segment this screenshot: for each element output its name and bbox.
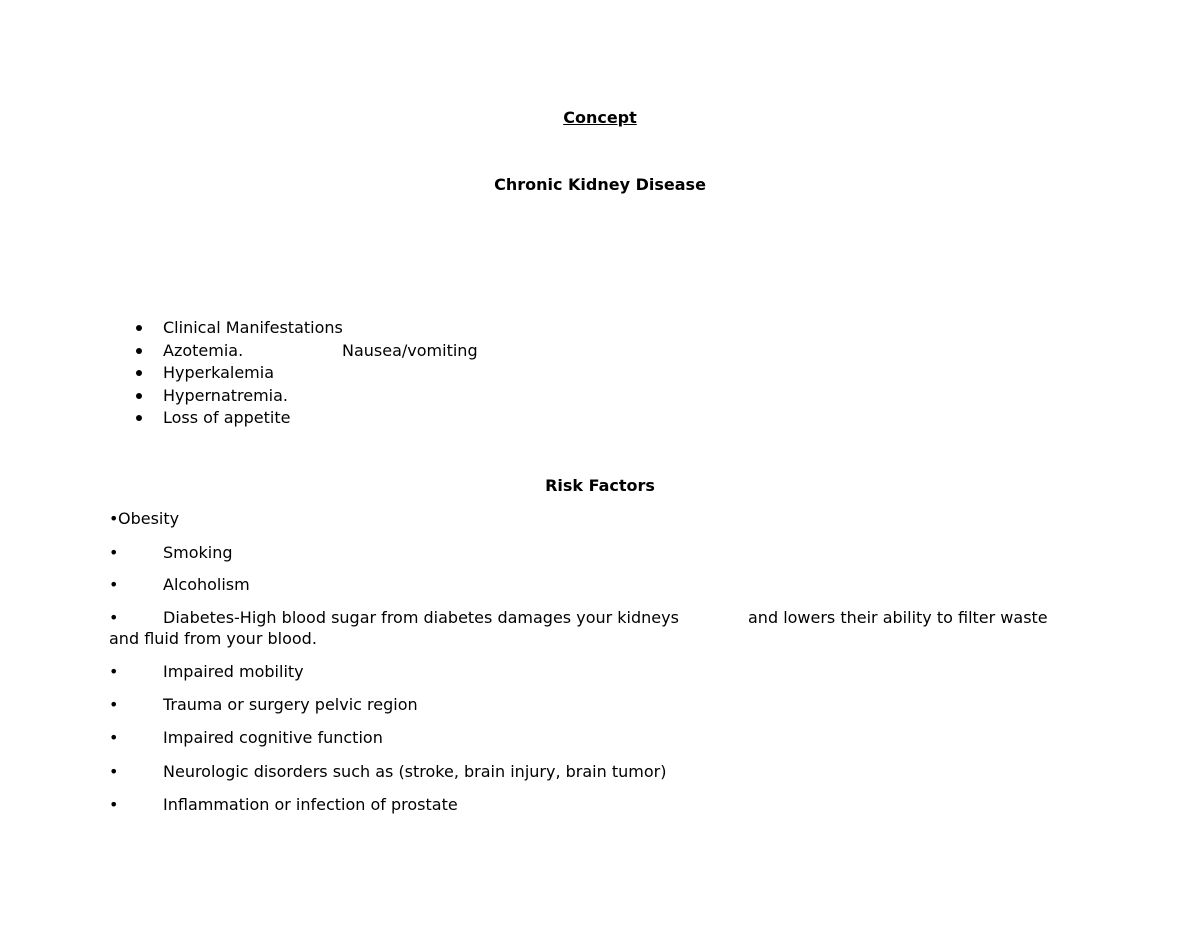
risk-factors-heading: Risk Factors <box>545 476 655 495</box>
bullet-icon: • <box>109 728 119 747</box>
bullet-icon: • <box>109 695 119 714</box>
risk-factor-text: Alcoholism <box>163 575 250 594</box>
bullet-icon <box>136 348 142 354</box>
risk-factor-text: Impaired cognitive function <box>163 728 383 747</box>
risk-factor-text: Trauma or surgery pelvic region <box>163 695 418 714</box>
bullet-icon: • <box>109 762 119 781</box>
risk-factor-text: Inflammation or infection of prostate <box>163 795 458 814</box>
list-item-text: Hypernatremia. <box>163 385 289 405</box>
bullet-icon: • <box>109 575 119 594</box>
bullet-icon: • <box>109 795 119 814</box>
bullet-icon: • <box>109 543 119 562</box>
list-item-extra-text: Nausea/vomiting <box>342 340 478 360</box>
bullet-icon <box>136 415 142 421</box>
risk-factor-text: Diabetes-High blood sugar from diabetes damages your kidneys <box>163 608 679 627</box>
concept-heading: Concept <box>563 108 637 127</box>
list-item-text: Azotemia. <box>163 340 244 360</box>
bullet-icon <box>136 325 142 331</box>
risk-factor-text: Neurologic disorders such as (stroke, brain injury, brain tumor) <box>163 762 667 781</box>
risk-factor-text: Obesity <box>118 509 180 528</box>
list-item-text: Loss of appetite <box>163 408 291 427</box>
risk-factor-text: Impaired mobility <box>163 662 304 681</box>
bullet-icon <box>136 393 142 399</box>
risk-factor-text: Smoking <box>163 543 233 562</box>
disease-title: Chronic Kidney Disease <box>494 175 706 194</box>
risk-factor-text-wrap: and fluid from your blood. <box>109 629 317 648</box>
list-item-text: Hyperkalemia <box>163 363 274 382</box>
list-item-text: Clinical Manifestations <box>163 318 343 337</box>
bullet-icon <box>136 370 142 376</box>
bullet-icon: • <box>109 509 119 528</box>
bullet-icon: • <box>109 608 119 627</box>
risk-factor-text-continued: and lowers their ability to filter waste <box>748 608 1048 627</box>
bullet-icon: • <box>109 662 119 681</box>
